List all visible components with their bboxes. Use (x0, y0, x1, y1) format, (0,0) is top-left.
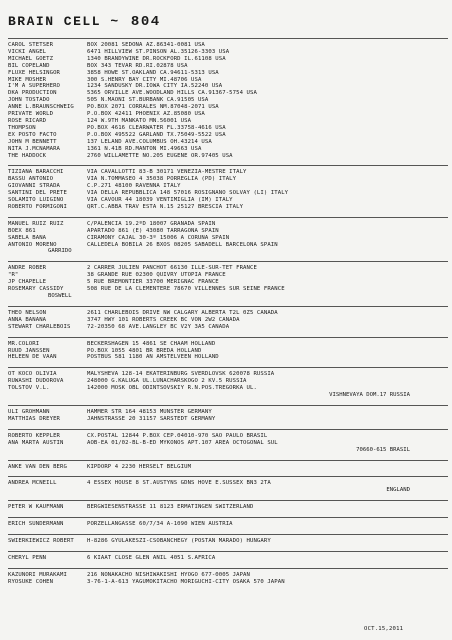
contact-name: MATTHIAS DREYER (8, 415, 61, 422)
address-entry (8, 132, 448, 139)
address-entry (8, 235, 448, 242)
contact-name: ERICH SUNDERMANN (8, 521, 64, 528)
address-entry (8, 433, 448, 440)
group-divider (8, 429, 448, 430)
address-group (8, 165, 448, 210)
contact-address: 142000 MOSK OBL ODINTSOVSKIY R.N.POS.TREGORKA UL. (87, 385, 257, 392)
contact-address: AOB-EA 01/02-BL-B-ED MYKONOS APT.107 AREA OCTOGONAL SUL (87, 439, 278, 446)
contact-name: THOMPSON (8, 124, 36, 131)
address-entry (8, 341, 448, 348)
contact-address: 72-20350 68 AVE.LANGLEY BC V2Y 3A5 CANADA (87, 323, 230, 330)
address-entry (8, 272, 448, 279)
contact-name: SANTINI DEL PRETE (8, 190, 67, 197)
address-continuation: ENGLAND (386, 487, 410, 494)
contact-address: MALYSHEVA 128-14 EKATERINBURG SVERDLOVSK 620078 RUSSIA (87, 371, 275, 378)
address-continuation: GARRIDO (48, 248, 72, 255)
contact-name: "R" (8, 272, 19, 279)
contact-address: PORZELLANGASSE 60/7/34 A-1090 WIEN AUSTRIA (87, 521, 233, 528)
contact-address: 1340 BRANDYWINE DR.ROCKFORD IL.61108 USA (87, 55, 226, 62)
address-entry (8, 169, 448, 176)
group-divider (8, 367, 448, 368)
address-entry (8, 228, 448, 235)
contact-name: ANDREA MCNEILL (8, 480, 57, 487)
contact-name: TIZIANA BARACCHI (8, 169, 64, 176)
contact-address: 248000 G.KALUGA UL.LUNACHARSKOGO 2 KV.5 RUSSIA (87, 378, 247, 385)
contact-name: EX POSTO FACTO (8, 131, 57, 138)
contact-address: CX.POSTAL 12844 P.BOX CEP.04010-970 SAO PAULO BRASIL (87, 432, 268, 439)
date-stamp: OCT.15,2011 (364, 626, 404, 632)
address-group (8, 476, 448, 494)
address-entry (8, 480, 448, 487)
address-group (8, 38, 448, 159)
address-entry (8, 221, 448, 228)
contact-address: PO.BOX 1055 4801 BR BREDA HOLLAND (87, 347, 202, 354)
contact-name: CAROL STETSER (8, 42, 54, 48)
contact-address: KIPDORP 4 2230 HERSELT BELGIUM (87, 463, 192, 470)
contact-address: BOX 343 TEVAR RD.RI.02878 USA (87, 62, 188, 69)
contact-name: ROBERTO KEPPLER (8, 432, 61, 439)
contact-address: VIA CAVALLOTTI 83-B 30171 VENEZIA-MESTRE ITALY (87, 169, 247, 176)
address-group (8, 429, 448, 454)
contact-name: GIOVANNI STRADA (8, 183, 61, 190)
group-divider (8, 337, 448, 338)
address-entry (8, 63, 448, 70)
address-entry (8, 504, 448, 511)
address-continuation: VISHNEVAYA DOM.17 RUSSIA (329, 392, 410, 399)
address-entry (8, 409, 448, 416)
contact-name: MR.COLORI (8, 340, 40, 347)
contact-name: NITA J.MCNAMARA (8, 145, 61, 152)
address-group (8, 500, 448, 511)
contact-address: 2611 CHARLEBOIS DRIVE NW CALGARY ALBERTA T2L 0Z5 CANADA (87, 309, 278, 316)
group-divider (8, 551, 448, 552)
contact-address: BERGWIESENSTRASSE 11 8123 ERMATINGEN SWITZERLAND (87, 504, 254, 511)
contact-address: PO.BOX 2071 CORRALES NM.87048-2071 USA (87, 104, 219, 111)
address-entry (8, 242, 448, 249)
address-group (8, 337, 448, 362)
contact-address: CALLEDELA BOBILA 26 BXOS 08205 SABADELL BARCELONA SPAIN (87, 241, 278, 248)
contact-name: ROSE RICARD (8, 117, 47, 124)
contact-name: BASSU ANTONIO (8, 176, 54, 183)
contact-name: RUWASHI DUDOROVA (8, 378, 64, 385)
contact-name: KAZUNORI MURAKAMI (8, 571, 67, 578)
contact-name: BOEX 861 (8, 227, 36, 234)
contact-address: 508 RUE DE LA CLEMENTERE 78670 VILLENNES SUR SEINE FRANCE (87, 286, 285, 293)
contact-name: JOHN TOSTADO (8, 97, 50, 104)
address-entry (8, 190, 448, 197)
contact-name: ROBERTO FORMIGONI (8, 203, 67, 210)
address-continuation: BOSWELL (48, 293, 72, 299)
contact-name: OT KOCO OLIVIA (8, 371, 57, 378)
address-group (8, 367, 448, 399)
contact-address: CIRAMONY CAJAL 30-3º 15006 A CORUNA SPAIN (87, 234, 230, 241)
contact-name: JOHN M BENNETT (8, 138, 57, 145)
contact-name: STEWART CHARLEBOIS (8, 323, 71, 330)
group-divider (8, 517, 448, 518)
address-entry (8, 279, 448, 286)
contact-address: C/PALENCIA 19.2ºD 18007 GRANADA SPAIN (87, 220, 216, 227)
address-group (8, 261, 448, 300)
contact-address: 6 KIAAT CLOSE GLEN ANIL 4051 S.AFRICA (87, 554, 216, 561)
contact-address: 5 RUE BREMONTIER 33700 MERIGNAC FRANCE (87, 279, 219, 286)
contact-name: ANNA BANANA (8, 316, 47, 323)
contact-name: I'M A SUPERHERO (8, 83, 61, 90)
contact-name: RUUD JANSSEN (8, 347, 50, 354)
contact-name: THEO NELSON (8, 309, 47, 316)
address-entry (8, 139, 448, 146)
address-group (8, 534, 448, 545)
address-entry (8, 354, 448, 361)
page-title: BRAIN CELL ~ 804 (8, 14, 161, 30)
address-entry (8, 416, 448, 423)
address-entry (8, 176, 448, 183)
contact-name: ANDRE ROBER (8, 265, 47, 272)
issue-number: 804 (130, 14, 161, 30)
contact-address: 300 S.HENRY BAY CITY MI.48706 USA (87, 76, 202, 83)
contact-name: MIKE MOSHER (8, 76, 47, 83)
address-group (8, 551, 448, 562)
contact-name: JP CHAPELLE (8, 279, 47, 286)
contact-name: SABELA BANA (8, 234, 47, 241)
contact-name: ANA MARTA AUSTIN (8, 439, 64, 446)
address-entry (8, 317, 448, 324)
contact-address: 3-76-1-A-613 YAGUMOKITACHO MORIGUCHI-CITY OSAKA 570 JAPAN (87, 578, 285, 585)
contact-address: JAHNSTRASSE 20 31157 SARSTEDT GERMANY (87, 415, 216, 422)
address-entry (8, 125, 448, 132)
group-divider (8, 500, 448, 501)
contact-address: HAMMER STR 164 48153 MUNSTER GERMANY (87, 408, 212, 415)
contact-address: 3747 HWY 101 ROBERTS CREEK BC VON 2W2 CANADA (87, 316, 240, 323)
contact-address: 3858 HOWE ST.OAKLAND CA.94611-5313 USA (87, 69, 219, 76)
contact-address: 5365 ORVILLE AVE.WOODLAND HILLS CA.91367-5754 USA (87, 90, 257, 97)
contact-name: RYOSUKE COHEN (8, 578, 54, 585)
contact-name: SOLAMITO LUIGINO (8, 197, 64, 204)
contact-address: 4 ESSEX HOUSE 8 ST.AUSTYNS GDNS HOVE E.SUSSEX BN3 2TA (87, 480, 271, 487)
contact-address: 1234 SANDUSKY DR.IOWA CITY IA.52240 USA (87, 83, 223, 90)
contact-name: ULI GROHMANN (8, 408, 50, 415)
address-entry (8, 197, 448, 204)
group-divider (8, 568, 448, 569)
contact-address: 124 W.9TH MANKATO MN.56001 USA (87, 117, 192, 124)
address-entry (8, 464, 448, 471)
contact-address: VIA CAVOUR 44 18039 VENTIMIGLIA (IM) ITALY (87, 197, 233, 204)
contact-name: BIL COPELAND (8, 62, 50, 69)
contact-address: 2 CARRER JULIEN PANCHOT 66130 ILLE-SUR-TET FRANCE (87, 265, 257, 272)
contact-name: PRIVATE WORLD (8, 111, 54, 118)
contact-address: BECKERSHAGEN 15 4861 SE CHAAM HOLLAND (87, 340, 216, 347)
address-entry (8, 204, 448, 211)
contact-address: QRT.C.ABBA TRAV ESTA N.15 25127 BRESCIA ITALY (87, 203, 244, 210)
address-entry (8, 70, 448, 77)
contact-name: ANTONIO MORENO (8, 241, 57, 248)
contact-name: CHERYL PENN (8, 554, 47, 561)
address-group (8, 217, 448, 256)
contact-address: 38 GRANDE RUE 02300 QUIVRY UTOPIA FRANCE (87, 272, 226, 279)
contact-address: APARTADO 861 (E) 43080 TARRAGONA SPAIN (87, 227, 219, 234)
contact-name: DKA PRODUCTION (8, 90, 57, 97)
address-group (8, 517, 448, 528)
contact-address: 216 NONAKACHO NISHIWAKISHI HYOGO 677-0005 JAPAN (87, 571, 250, 578)
address-group (8, 568, 448, 586)
contact-name: PETER W KAUFMANN (8, 504, 64, 511)
group-divider (8, 38, 448, 39)
contact-name: SWIERKIEWICZ ROBERT (8, 538, 74, 545)
address-entry (8, 153, 448, 160)
contact-name: FLUXE HELSINGOR (8, 69, 61, 76)
address-entry (8, 183, 448, 190)
address-entry (8, 286, 448, 293)
contact-address: PO.BOX 4616 CLEARWATER FL.33758-4616 USA (87, 124, 226, 131)
address-entry (8, 348, 448, 355)
contact-address: H-8286 GYULAKESZI-CSOBANCHEGY (POSTAN MARADO) HUNGARY (87, 538, 271, 545)
contact-name: HELEEN DE VAAN (8, 354, 57, 361)
contact-address: C.P.271 48100 RAVENNA ITALY (87, 183, 181, 190)
address-entry (8, 83, 448, 90)
address-entry (8, 118, 448, 125)
contact-name: MANUEL RUIZ RUIZ (8, 220, 64, 227)
group-divider (8, 460, 448, 461)
group-divider (8, 306, 448, 307)
group-divider (8, 405, 448, 406)
address-entry (8, 440, 448, 447)
address-entry (8, 572, 448, 579)
contact-address: VIA N.TOMMASEO 4 35038 PORREGLIA (PD) ITALY (87, 176, 237, 183)
address-entry (8, 324, 448, 331)
contact-name: VICKI ANGEL (8, 48, 47, 55)
contact-name: MICHAEL GOETZ (8, 55, 54, 62)
address-entry (8, 42, 448, 49)
contact-address: POSTBUS 581 1180 AN AMSTELVEEN HOLLAND (87, 354, 219, 361)
contact-name: ROSEMARY CASSIDY (8, 286, 64, 293)
address-continuation: 70660-615 BRASIL (356, 446, 410, 453)
address-entry (8, 385, 448, 392)
contact-address: 2760 WILLAMETTE NO.205 EUGENE OR.97405 USA (87, 152, 233, 159)
group-divider (8, 534, 448, 535)
address-entry (8, 310, 448, 317)
address-entry (8, 378, 448, 385)
address-entry (8, 538, 448, 545)
address-entry (8, 90, 448, 97)
address-group (8, 405, 448, 423)
address-entry (8, 104, 448, 111)
contact-address: 505 N.MAONI ST.BURBANK CA.91505 USA (87, 97, 209, 104)
title-text: BRAIN CELL (8, 14, 102, 29)
contact-name: THE HADDOCK (8, 152, 47, 159)
address-list (8, 38, 448, 592)
address-group (8, 306, 448, 331)
contact-address: 1361 N.41B RD.MANTON MI.49663 USA (87, 145, 202, 152)
address-group (8, 460, 448, 471)
contact-address: VIA DELLA REPUBBLICA 148 57016 ROSIGNANO SOLVAY (LI) ITALY (87, 190, 289, 197)
address-entry (8, 77, 448, 84)
contact-address: P.O.BOX 495522 GARLAND TX.75049-5522 USA (87, 131, 226, 138)
address-entry (8, 49, 448, 56)
address-entry (8, 97, 448, 104)
contact-address: BOX 20081 SEDONA AZ.86341-0081 USA (87, 42, 205, 48)
address-entry (8, 111, 448, 118)
group-divider (8, 261, 448, 262)
address-entry (8, 521, 448, 528)
contact-address: P.O.BOX 42411 PHOENIX AZ.85080 USA (87, 111, 205, 118)
contact-address: 6471 HILLVIEW ST.PINSON AL.35126-3303 USA (87, 48, 230, 55)
contact-name: ANKE VAN DEN BERG (8, 463, 67, 470)
address-entry (8, 555, 448, 562)
contact-name: ANNE L.BRAUNSCHWEIG (8, 104, 74, 111)
contact-name: TOLSTOV V.L. (8, 385, 50, 392)
contact-address: 137 LELAND AVE.COLUMBUS OH.43214 USA (87, 138, 212, 145)
address-entry (8, 56, 448, 63)
group-divider (8, 165, 448, 166)
group-divider (8, 476, 448, 477)
address-entry (8, 146, 448, 153)
address-entry (8, 579, 448, 586)
address-entry (8, 371, 448, 378)
group-divider (8, 217, 448, 218)
address-entry (8, 265, 448, 272)
